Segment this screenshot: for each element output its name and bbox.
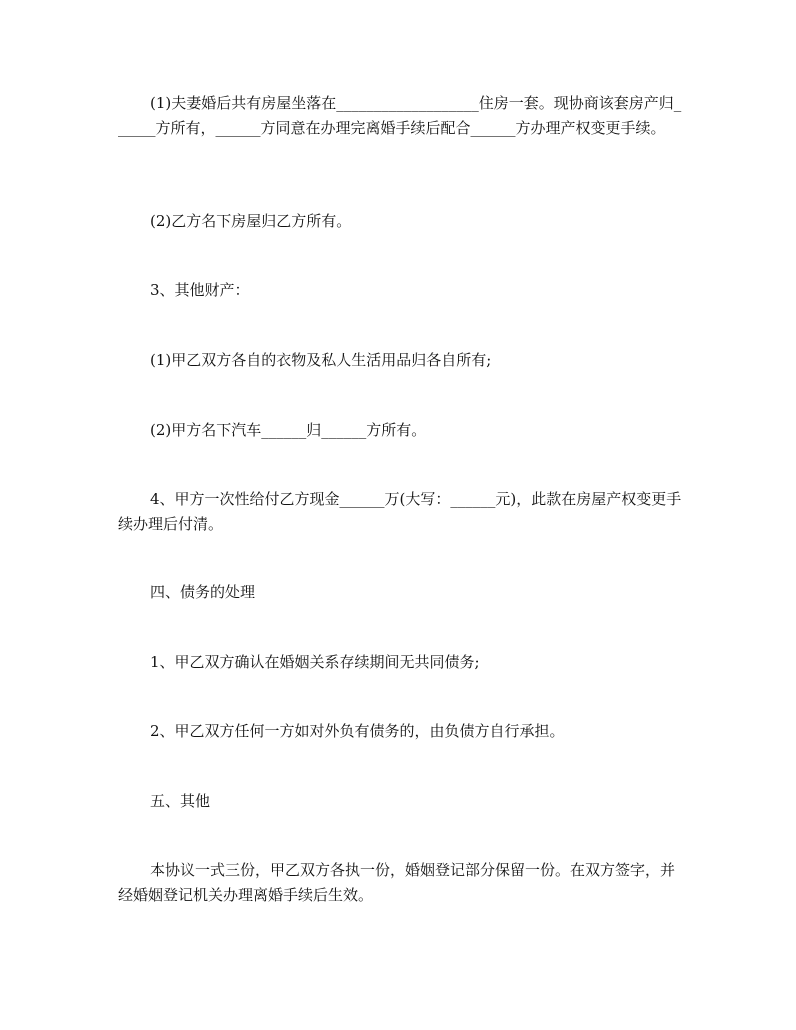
paragraph-party-b-house: (2)乙方名下房屋归乙方所有。 (150, 212, 352, 230)
section-other-property: 3、其他财产： (150, 281, 250, 299)
paragraph-no-common-debt: 1、甲乙双方确认在婚姻关系存续期间无共同债务; (150, 653, 480, 671)
section-other-heading: 五、其他 (150, 792, 211, 810)
paragraph-personal-items: (1)甲乙双方各自的衣物及私人生活用品归各自所有; (150, 351, 492, 369)
paragraph-cash-payment: 4、甲方一次性给付乙方现金______万(大写：______元)，此款在房屋产权变更手续办理后付清。 (118, 490, 682, 533)
paragraph-car: (2)甲方名下汽车______归______方所有。 (150, 421, 427, 439)
paragraph-house-ownership: (1)夫妻婚后共有房屋坐落在___________________住房一套。现协商该套房产归______方所有，______方同意在办理完离婚手续后配合______方办理产权变更手续。 (118, 94, 682, 137)
section-debts-heading: 四、债务的处理 (150, 583, 256, 601)
paragraph-individual-debt: 2、甲乙双方任何一方如对外负有债务的，由负债方自行承担。 (150, 722, 565, 740)
paragraph-copies-effect: 本协议一式三份，甲乙双方各执一份，婚姻登记部分保留一份。在双方签字，并经婚姻登记机关办理离婚手续后生效。 (118, 861, 676, 904)
